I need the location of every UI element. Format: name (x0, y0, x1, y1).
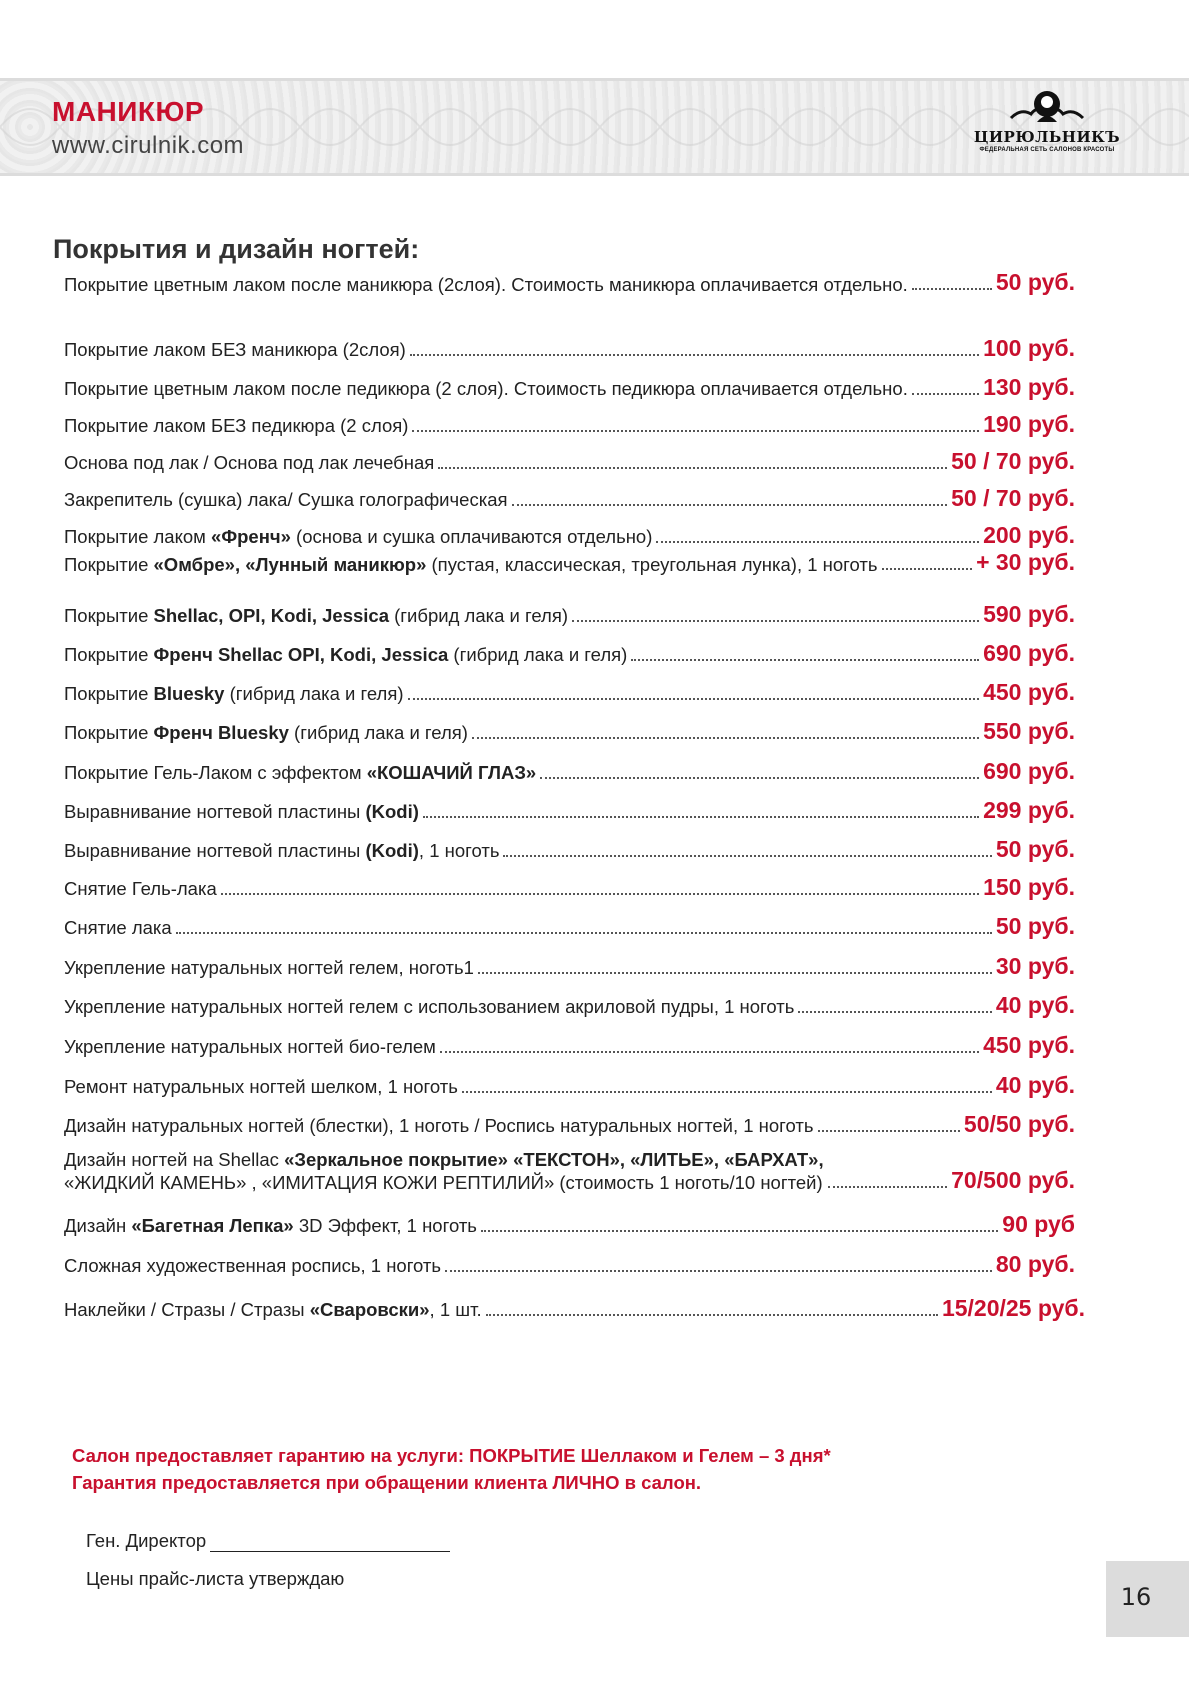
service-name-bold: (Kodi) (365, 801, 419, 822)
price-row (64, 757, 1075, 785)
service-price: 90 руб (1002, 1211, 1075, 1237)
price-row (64, 796, 1075, 824)
service-label (64, 682, 404, 706)
service-label (64, 1214, 477, 1238)
service-price: 15/20/25 руб. (941, 1295, 1085, 1321)
price-row (64, 1210, 1075, 1238)
price-row (64, 639, 1075, 667)
service-price: 30 руб. (995, 953, 1075, 979)
service-price: 50 / 70 руб. (951, 485, 1075, 511)
guarantee-line-2: Гарантия предоставляется при обращении клиента ЛИЧНО в салон. (72, 1472, 702, 1493)
service-name-bold: «Омбре», «Лунный маникюр» (153, 554, 427, 575)
dot-leader (912, 393, 979, 395)
service-text: Наклейки / Стразы / Стразы (64, 1299, 310, 1320)
service-text: (гибрид лака и геля) (388, 605, 568, 626)
service-price: 50 / 70 руб. (951, 448, 1075, 474)
service-text: Покрытие (64, 722, 154, 743)
price-row (64, 873, 1075, 901)
price-row (64, 410, 1075, 438)
service-name-bold: Shellac, OPI, Kodi, Jessica (153, 605, 389, 626)
dot-leader (472, 737, 979, 739)
price-row (64, 268, 1075, 296)
price-row (64, 447, 1075, 475)
price-row (64, 835, 1075, 863)
service-text: Дизайн ногтей на Shellac (64, 1149, 285, 1170)
price-row (64, 548, 1075, 576)
service-price: 50 руб. (995, 269, 1075, 295)
service-name-bold: Bluesky (153, 683, 225, 704)
service-text: (гибрид лака и геля) (448, 644, 628, 665)
dot-leader (798, 1011, 992, 1013)
price-row (64, 678, 1075, 706)
dot-leader (408, 698, 980, 700)
service-price: + 30 руб. (976, 549, 1075, 575)
service-price: 450 руб. (983, 679, 1075, 705)
price-row (64, 334, 1075, 362)
service-price: 50/50 руб. (963, 1111, 1075, 1137)
service-name-bold: «Зеркальное покрытие» «ТЕКСТОН», «ЛИТЬЕ», «БАРХАТ», (284, 1149, 824, 1170)
price-row (64, 1110, 1075, 1138)
service-text: Дизайн (64, 1215, 132, 1236)
price-row (64, 1031, 1075, 1059)
dot-leader (818, 1130, 960, 1132)
service-price: 200 руб. (983, 522, 1075, 548)
price-row (64, 484, 1075, 512)
price-row (64, 952, 1075, 980)
dot-leader (423, 816, 979, 818)
service-price: 450 руб. (983, 1032, 1075, 1058)
service-label (64, 839, 499, 863)
dot-leader (440, 1051, 979, 1053)
service-text: 3D Эффект, 1 ноготь (293, 1215, 477, 1236)
service-name-bold: «КОШАЧИЙ ГЛАЗ» (366, 762, 537, 783)
dot-leader (478, 972, 992, 974)
dot-leader (462, 1091, 992, 1093)
service-label: Покрытие цветным лаком после педикюра (2 слоя). Стоимость педикюра оплачивается отдельно. (64, 378, 908, 399)
dot-leader (540, 777, 979, 779)
site-url[interactable]: www.cirulnik.com (52, 132, 245, 159)
dot-leader (412, 430, 979, 432)
dot-leader (221, 893, 979, 895)
service-name-bold: «Сваровски» (309, 1299, 430, 1320)
service-price: 80 руб. (995, 1251, 1075, 1277)
service-text: Покрытие лаком (64, 526, 212, 547)
service-text: , 1 шт. (429, 1299, 482, 1320)
dot-leader (445, 1270, 992, 1272)
price-row (64, 600, 1075, 628)
service-price: 690 руб. (983, 640, 1075, 666)
dot-leader (912, 288, 992, 290)
service-label (64, 721, 468, 745)
service-text: Покрытие (64, 605, 154, 626)
service-label (64, 800, 419, 824)
service-label (64, 761, 536, 785)
service-label: Укрепление натуральных ногтей гелем с использованием акриловой пудры, 1 ноготь (64, 996, 795, 1017)
service-text: Покрытие (64, 644, 154, 665)
service-text: Выравнивание ногтевой пластины (64, 801, 366, 822)
service-label: Сложная художественная роспись, 1 ноготь (64, 1255, 442, 1276)
service-text: Покрытие (64, 554, 154, 575)
price-row (64, 1294, 1085, 1322)
service-name-bold: Френч Bluesky (153, 722, 289, 743)
dot-leader (438, 467, 947, 469)
page-number-box (1106, 1561, 1189, 1637)
price-row (64, 1071, 1075, 1099)
guarantee-line-1: Салон предоставляет гарантию на услуги: ПОКРЫТИЕ Шеллаком и Гелем – 3 дня* (72, 1445, 831, 1466)
service-price: 690 руб. (983, 758, 1075, 784)
price-row (64, 717, 1075, 745)
service-price: 70/500 руб. (951, 1167, 1075, 1193)
dot-leader (631, 659, 979, 661)
service-price: 190 руб. (983, 411, 1075, 437)
dot-leader (828, 1186, 948, 1188)
service-label (64, 604, 568, 628)
service-label (64, 1148, 824, 1194)
service-price: 100 руб. (983, 335, 1075, 361)
service-price: 130 руб. (983, 374, 1075, 400)
price-row (64, 373, 1075, 401)
service-label: Покрытие лаком БЕЗ педикюра (2 слоя) (64, 415, 409, 436)
service-label: Снятие Гель-лака (64, 878, 217, 899)
dot-leader (512, 504, 948, 506)
service-price: 590 руб. (983, 601, 1075, 627)
service-text: Покрытие Гель-Лаком с эффектом (64, 762, 367, 783)
price-row (64, 1250, 1075, 1278)
service-label: Основа под лак / Основа под лак лечебная (64, 452, 435, 473)
service-label: Снятие лака (64, 917, 172, 938)
service-price: 550 руб. (983, 718, 1075, 744)
service-text: Покрытие (64, 683, 154, 704)
service-text: (гибрид лака и геля) (288, 722, 468, 743)
price-row (64, 991, 1075, 1019)
service-text: , 1 ноготь (418, 840, 500, 861)
service-name-bold: (Kodi) (365, 840, 419, 861)
service-text: (пустая, классическая, треугольная лунка), 1 ноготь (426, 554, 878, 575)
dot-leader (410, 354, 979, 356)
dot-leader (481, 1230, 998, 1232)
service-price: 40 руб. (995, 992, 1075, 1018)
service-name-bold: «Френч» (211, 526, 291, 547)
service-price: 40 руб. (995, 1072, 1075, 1098)
dot-leader (656, 541, 979, 543)
service-price: 50 руб. (995, 913, 1075, 939)
dot-leader (176, 932, 992, 934)
service-name-bold: Френч Shellac OPI, Kodi, Jessica (153, 644, 449, 665)
dot-leader (882, 568, 973, 570)
page-number: 16 (1120, 1583, 1152, 1611)
guarantee-note (72, 1442, 831, 1496)
logo-subtitle: ФЕДЕРАЛЬНАЯ СЕТЬ САЛОНОВ КРАСОТЫ (979, 147, 1115, 153)
page-heading: Покрытия и дизайн ногтей: (53, 234, 420, 264)
dot-leader (503, 855, 991, 857)
service-price: 150 руб. (983, 874, 1075, 900)
signature-line (210, 1533, 450, 1552)
service-label: Дизайн натуральных ногтей (блестки), 1 ноготь / Роспись натуральных ногтей, 1 ноготь (64, 1115, 814, 1136)
price-row (64, 1148, 1075, 1194)
section-title: МАНИКЮР (52, 96, 205, 127)
service-label (64, 643, 627, 667)
service-label: Ремонт натуральных ногтей шелком, 1 ноготь (64, 1076, 458, 1097)
service-label: Закрепитель (сушка) лака/ Сушка голографическая (64, 489, 508, 510)
dot-leader (486, 1314, 938, 1316)
service-label (64, 553, 878, 576)
service-label: Укрепление натуральных ногтей био-гелем (64, 1036, 436, 1057)
service-text: Выравнивание ногтевой пластины (64, 840, 366, 861)
logo-name: ЦИРЮЛЬНИКЪ (973, 128, 1121, 146)
director-label: Ген. Директор (86, 1530, 207, 1551)
service-price: 299 руб. (983, 797, 1075, 823)
price-row (64, 521, 1075, 549)
service-label (64, 1298, 482, 1322)
service-name-bold: «Багетная Лепка» (131, 1215, 294, 1236)
price-row (64, 912, 1075, 940)
service-text: «ЖИДКИЙ КАМЕНЬ» , «ИМИТАЦИЯ КОЖИ РЕПТИЛИЙ» (стоимость 1 ноготь/10 ногтей) (64, 1172, 823, 1193)
service-text: (гибрид лака и геля) (224, 683, 404, 704)
service-label: Укрепление натуральных ногтей гелем, ноготь1 (64, 957, 474, 978)
brand-logo (972, 88, 1122, 160)
approve-label: Цены прайс-листа утверждаю (86, 1568, 345, 1589)
service-label (64, 525, 652, 549)
barber-bust-icon (1007, 88, 1087, 126)
service-label: Покрытие лаком БЕЗ маникюра (2слоя) (64, 339, 406, 360)
director-signature (86, 1530, 450, 1552)
service-price: 50 руб. (995, 836, 1075, 862)
service-label: Покрытие цветным лаком после маникюра (2слоя). Стоимость маникюра оплачивается отдельно. (64, 274, 908, 295)
service-text: (основа и сушка оплачиваются отдельно) (290, 526, 653, 547)
dot-leader (572, 620, 979, 622)
